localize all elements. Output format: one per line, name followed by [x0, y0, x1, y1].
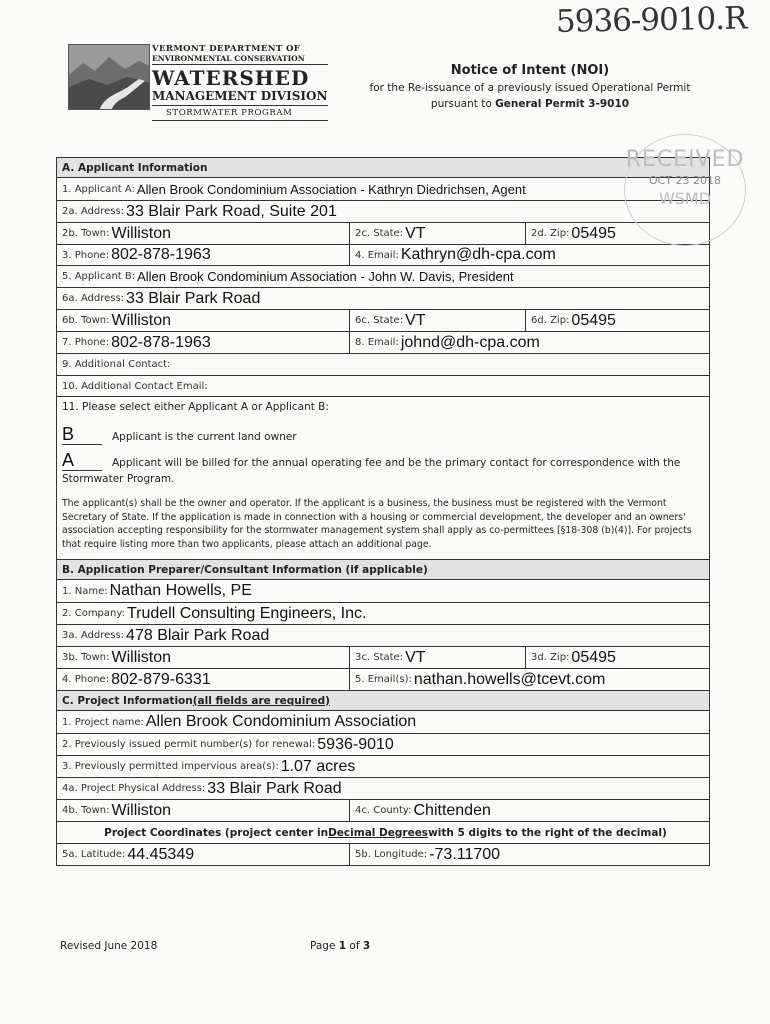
section-c-required-note: (all fields are required) [192, 694, 330, 707]
agency-logo [68, 44, 328, 128]
additional-contact-label: 9. Additional Contact: [62, 359, 171, 370]
preparer-address-label: 3a. Address: [62, 630, 125, 641]
section-a-header [56, 158, 710, 178]
project-name-label: 1. Project name: [62, 716, 144, 728]
town-b-field[interactable]: Williston [111, 311, 172, 329]
logo-division: MANAGEMENT DIVISION [152, 89, 328, 106]
town-b-label: 6b. Town: [62, 315, 110, 326]
section-c-title-prefix: C. Project Information [62, 694, 193, 707]
preparer-address-field[interactable]: 478 Blair Park Road [126, 626, 270, 644]
preparer-name-field[interactable]: Nathan Howells, PE [109, 582, 252, 599]
received-stamp [624, 134, 746, 246]
impervious-area-field[interactable]: 1.07 acres [280, 757, 356, 775]
zip-a-field[interactable]: 05495 [571, 224, 616, 242]
subtitle-2-prefix: pursuant to [430, 98, 496, 110]
row-preparer-town [56, 647, 710, 669]
zip-b-label: 6d. Zip: [531, 315, 570, 326]
address-a-label: 2a. Address: [62, 206, 125, 217]
logo-watershed: WATERSHED [152, 66, 310, 90]
address-b-label: 6a. Address: [62, 293, 125, 304]
preparer-town-field[interactable]: Williston [111, 648, 172, 666]
preparer-phone-label: 4. Phone: [62, 674, 110, 685]
row-project-name [56, 711, 710, 734]
state-a-label: 2c. State: [355, 228, 404, 239]
latitude-field[interactable]: 44.45349 [127, 845, 195, 863]
row-address-b [56, 288, 710, 310]
row-coordinates-note [56, 822, 710, 844]
billing-option-text-cont: Stormwater Program. [62, 473, 175, 485]
noi-form [56, 157, 710, 866]
preparer-town-label: 3b. Town: [62, 652, 110, 663]
preparer-name-label: 1. Name: [62, 585, 108, 597]
applicant-a-label: 1. Applicant A: [62, 183, 135, 195]
county-field[interactable]: Chittenden [413, 801, 491, 819]
page-total: 3 [362, 940, 371, 952]
phone-b-field[interactable]: 802-878-1963 [111, 333, 211, 351]
billing-option [57, 447, 709, 471]
page-current: 1 [338, 940, 347, 952]
phone-a-field[interactable]: 802-878-1963 [111, 246, 211, 263]
state-a-field[interactable]: VT [405, 224, 426, 242]
row-permit-number [56, 734, 710, 756]
billing-choice-field[interactable]: A [62, 450, 102, 471]
page-number [310, 940, 370, 952]
town-a-field[interactable]: Williston [111, 224, 172, 242]
page-of: of [346, 940, 363, 952]
preparer-zip-label: 3d. Zip: [531, 652, 570, 663]
handwritten-permit-ref: 5936-9010.R [555, 0, 747, 40]
coords-decimal-degrees: Decimal Degrees [328, 826, 429, 839]
coords-prefix: Project Coordinates (project center in [104, 826, 329, 839]
stamp-date: OCT 23 2018 [648, 174, 722, 187]
email-a-label: 4. Email: [355, 249, 399, 261]
longitude-field[interactable]: -73.11700 [429, 845, 501, 863]
billing-option-text: Applicant will be billed for the annual operating fee and be the primary contact for correspondence with the [112, 457, 681, 469]
row-impervious-area [56, 756, 710, 778]
project-name-field[interactable]: Allen Brook Condominium Association [145, 713, 417, 730]
section-a-title: A. Applicant Information [57, 158, 709, 177]
row-additional-email [56, 376, 710, 397]
state-b-field[interactable]: VT [405, 311, 426, 329]
preparer-state-field[interactable]: VT [405, 648, 426, 666]
section-b-title: B. Application Preparer/Consultant Information (if applicable) [57, 560, 709, 579]
preparer-phone-field[interactable]: 802-879-6331 [111, 670, 211, 688]
row-physical-address [56, 778, 710, 800]
phone-a-label: 3. Phone: [62, 249, 110, 261]
coords-suffix: with 5 digits to the right of the decimal) [428, 826, 667, 839]
address-b-field[interactable]: 33 Blair Park Road [126, 289, 261, 307]
logo-program: STORMWATER PROGRAM [152, 106, 328, 121]
row-company [56, 603, 710, 625]
subtitle-2 [360, 96, 700, 112]
company-field[interactable]: Trudell Consulting Engineers, Inc. [126, 604, 367, 622]
page-title: Notice of Intent (NOI) [450, 63, 610, 78]
permit-number-label: 2. Previously issued permit number(s) for renewal: [62, 739, 316, 750]
project-town-field[interactable]: Williston [111, 801, 172, 819]
preparer-email-field[interactable]: nathan.howells@tcevt.com [413, 670, 606, 688]
address-a-field[interactable]: 33 Blair Park Road, Suite 201 [126, 202, 337, 220]
logo-line1: VERMONT DEPARTMENT OF [152, 44, 301, 54]
row-phone-a [56, 245, 710, 266]
page-prefix: Page [310, 940, 339, 952]
physical-address-field[interactable]: 33 Blair Park Road [207, 779, 342, 797]
section-c-header [56, 691, 710, 711]
row-applicant-b [56, 266, 710, 288]
applicant-b-field[interactable]: Allen Brook Condominium Association - John W. Davis, President [137, 269, 514, 284]
additional-email-label: 10. Additional Contact Email: [62, 380, 208, 392]
preparer-zip-field[interactable]: 05495 [571, 648, 616, 666]
row-preparer-address [56, 625, 710, 647]
phone-b-label: 7. Phone: [62, 337, 110, 348]
email-b-label: 8. Email: [355, 337, 399, 348]
applicant-selection-block [56, 397, 710, 560]
row-address-a [56, 201, 710, 223]
zip-b-field[interactable]: 05495 [571, 311, 616, 329]
email-b-field[interactable]: johnd@dh-cpa.com [400, 333, 540, 351]
state-b-label: 6c. State: [355, 315, 404, 326]
row-phone-b [56, 332, 710, 354]
subtitle-1: for the Re-issuance of a previously issued Operational Permit [369, 82, 691, 94]
select-applicant-label: 11. Please select either Applicant A or Applicant B: [62, 401, 329, 413]
section-b-header [56, 560, 710, 580]
company-label: 2. Company: [62, 608, 125, 619]
stamp-office: WSMD [658, 189, 712, 208]
revision-date: Revised June 2018 [60, 940, 158, 952]
owner-choice-field[interactable]: B [62, 424, 102, 445]
watershed-logo-image [68, 44, 150, 110]
latitude-label: 5a. Latitude: [62, 849, 126, 860]
town-a-label: 2b. Town: [62, 228, 110, 239]
notice-title-block [360, 62, 700, 112]
row-additional-contact [56, 354, 710, 376]
owner-option-text: Applicant is the current land owner [112, 431, 297, 443]
row-project-town [56, 800, 710, 822]
logo-line2: ENVIRONMENTAL CONSERVATION [152, 54, 328, 65]
row-coordinates [56, 844, 710, 866]
stamp-received: RECEIVED [625, 147, 745, 172]
permit-reference: General Permit 3-9010 [495, 98, 630, 110]
applicant-b-label: 5. Applicant B: [62, 271, 136, 282]
project-town-label: 4b. Town: [62, 805, 110, 816]
coordinates-note [57, 822, 709, 843]
impervious-area-label: 3. Previously permitted impervious area(s): [62, 761, 279, 772]
owner-option [57, 421, 709, 445]
permit-number-field[interactable]: 5936-9010 [317, 735, 394, 753]
zip-a-label: 2d. Zip: [531, 228, 570, 239]
row-town-a [56, 223, 710, 245]
row-preparer-name [56, 580, 710, 603]
preparer-email-label: 5. Email(s): [355, 674, 412, 685]
applicant-a-field[interactable]: Allen Brook Condominium Association - Kathryn Diedrichsen, Agent [136, 181, 526, 197]
row-applicant-a [56, 178, 710, 201]
row-preparer-phone [56, 669, 710, 691]
longitude-label: 5b. Longitude: [355, 849, 428, 860]
section-c-title [57, 691, 709, 710]
county-label: 4c. County: [355, 805, 412, 816]
email-a-field[interactable]: Kathryn@dh-cpa.com [400, 246, 556, 263]
applicant-requirements-paragraph: The applicant(s) shall be the owner and operator. If the applicant is a business, the business must be registered with the Vermont Secretary of State. If the application is made in connection with a housing or commercial development, the developer and an owners' association accepting responsibility for the stormwater management system shall apply as co-permittees [§18-308 (b)(4)]. For projects that require listing more than two applicants, please attach an additional page. [62, 498, 692, 550]
preparer-state-label: 3c. State: [355, 652, 404, 663]
row-town-b [56, 310, 710, 332]
physical-address-label: 4a. Project Physical Address: [62, 783, 206, 794]
